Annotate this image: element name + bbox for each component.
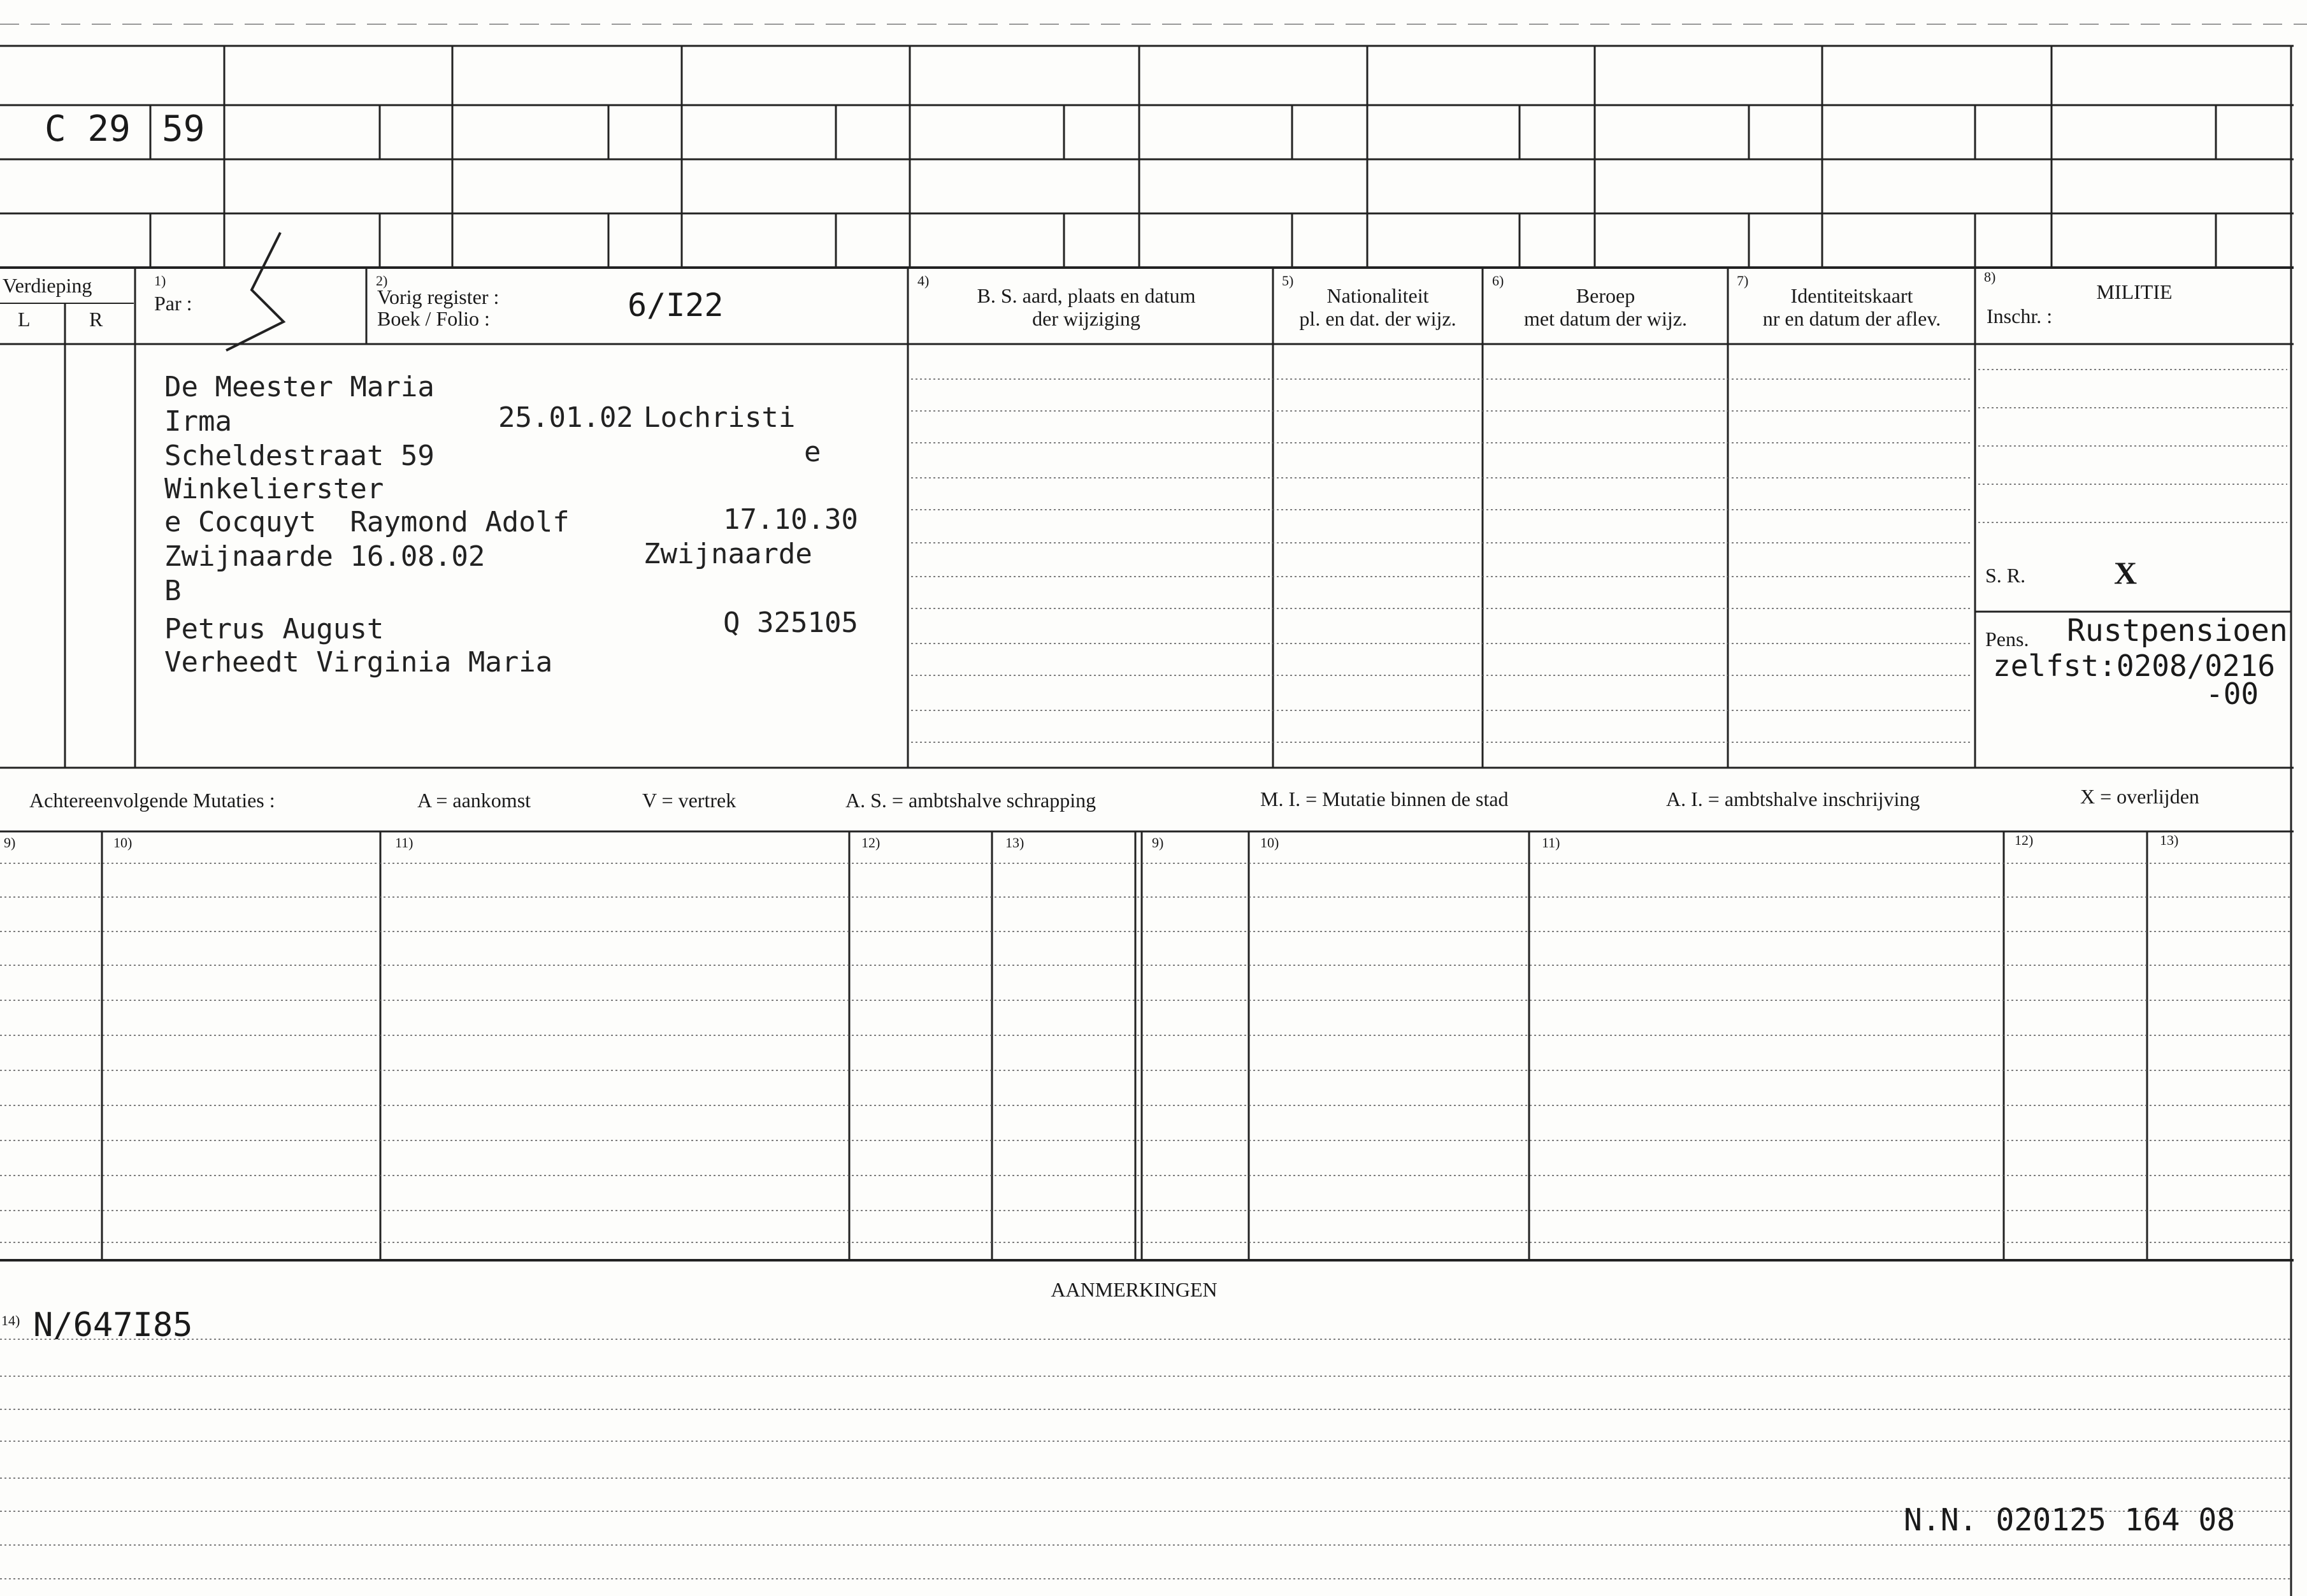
legend-item: A = aankomst [417,789,531,812]
person-line: B [164,575,182,607]
id-card-number: Q 325105 [723,607,858,639]
register-value: 6/I22 [628,287,724,324]
left-header: L [18,308,31,331]
aanmerkingen-title: AANMERKINGEN [1051,1278,1218,1301]
marker-e: e [804,436,821,468]
register-number: 2) [376,273,388,289]
legend-item: X = overlijden [2080,785,2199,808]
legend-item: A. I. = ambtshalve inschrijving [1666,787,1920,810]
person-line: Zwijnaarde 16.08.02 [164,540,485,573]
birth-place: Lochristi [643,401,796,434]
vorig-register-label: Vorig register : [377,285,499,308]
legend-item: A. S. = ambtshalve schrapping [845,789,1096,812]
par-number: 1) [154,273,166,289]
pens-line2: zelfst:0208/0216 [1993,649,2276,683]
mutaties-col-number: 11) [1542,835,1560,851]
militie-header: MILITIE [2096,280,2173,303]
pens-label: Pens. [1985,628,2029,651]
person-line: De Meester Maria [164,371,435,403]
bs-header-line2: der wijziging [1032,307,1140,330]
marriage-date: 17.10.30 [723,503,858,536]
beroep-header-line1: Beroep [1576,284,1635,307]
mutaties-col-number: 13) [2160,832,2179,848]
mutaties-col-number: 9) [4,835,16,851]
verdieping-header: Verdieping [3,274,92,297]
person-line: Irma [164,405,232,438]
bs-header-line1: B. S. aard, plaats en datum [977,284,1196,307]
birth-date: 25.01.02 [498,401,633,434]
boek-folio-label: Boek / Folio : [377,307,490,330]
nat-number: 5) [1282,273,1294,289]
id-number: 7) [1737,273,1749,289]
person-line: Verheedt Virginia Maria [164,646,553,679]
aanmerkingen-number: 14) [1,1312,20,1328]
nat-header-line2: pl. en dat. der wijz. [1299,307,1456,330]
inschr-label: Inschr. : [1987,305,2053,327]
national-number: N.N. 020125 164 08 [1904,1502,2236,1538]
par-label: Par : [154,292,192,315]
mutaties-col-number: 10) [113,835,133,851]
person-line: Petrus August [164,613,384,645]
mutaties-col-number: 12) [2015,832,2034,848]
mutaties-title: Achtereenvolgende Mutaties : [29,789,275,812]
militie-number: 8) [1984,269,1996,285]
right-header: R [89,308,103,331]
mutaties-col-number: 9) [1152,835,1164,851]
legend-item: M. I. = Mutatie binnen de stad [1260,787,1509,810]
spouse-place: Zwijnaarde [643,538,812,570]
beroep-number: 6) [1492,273,1504,289]
mutaties-col-number: 12) [861,835,880,851]
legend-item: V = vertrek [642,789,737,812]
mutaties-col-number: 10) [1260,835,1279,851]
nat-header-line1: Nationaliteit [1326,284,1429,307]
person-line: Winkelierster [164,473,384,505]
mutaties-col-number: 11) [395,835,413,851]
mutaties-col-number: 13) [1005,835,1024,851]
pens-line3: -00 [2206,677,2259,711]
pens-value: Rustpensioen [2067,613,2288,649]
sr-value: X [2114,555,2138,591]
card-number: 59 [162,108,205,150]
person-line: Scheldestraat 59 [164,440,435,472]
bs-number: 4) [917,273,930,289]
aanmerkingen-value: N/647I85 [33,1306,193,1344]
sr-label: S. R. [1985,564,2026,587]
par-scribble [226,233,284,350]
beroep-header-line2: met datum der wijz. [1524,307,1687,330]
id-header-line1: Identiteitskaart [1790,284,1913,307]
id-header-line2: nr en datum der aflev. [1762,307,1941,330]
person-line: e Cocquyt Raymond Adolf [164,506,570,538]
card-code: C 29 [45,108,131,150]
